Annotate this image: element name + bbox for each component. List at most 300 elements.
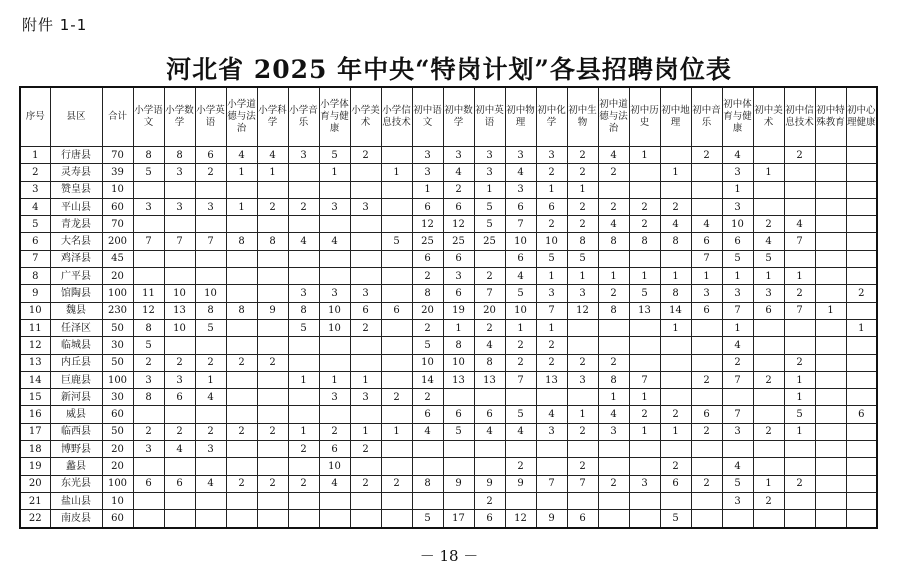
position-count-cell: 6 (691, 233, 722, 250)
recruitment-table-container (19, 86, 878, 529)
position-count-cell: 2 (288, 198, 319, 215)
position-count-cell (846, 250, 877, 267)
position-count-cell: 6 (195, 147, 226, 164)
position-count-cell: 7 (722, 302, 753, 319)
position-count-cell (226, 250, 257, 267)
position-count-cell (598, 337, 629, 354)
position-count-cell: 8 (629, 233, 660, 250)
position-count-cell: 20 (412, 302, 443, 319)
county-cell: 鸡泽县 (50, 250, 102, 267)
position-count-cell (815, 458, 846, 475)
position-count-cell: 3 (722, 285, 753, 302)
position-count-cell (815, 147, 846, 164)
position-count-cell: 1 (567, 268, 598, 285)
position-count-cell: 4 (412, 423, 443, 440)
position-count-cell (505, 389, 536, 406)
position-count-cell (815, 216, 846, 233)
column-header: 小学美术 (350, 87, 381, 147)
position-count-cell (691, 354, 722, 371)
position-count-cell: 5 (443, 423, 474, 440)
position-count-cell (815, 406, 846, 423)
position-count-cell (226, 492, 257, 509)
position-count-cell (381, 492, 412, 509)
position-count-cell (567, 389, 598, 406)
position-count-cell: 4 (474, 337, 505, 354)
county-cell: 南皮县 (50, 510, 102, 528)
position-count-cell: 2 (474, 492, 505, 509)
position-count-cell: 1 (784, 268, 815, 285)
position-count-cell (815, 510, 846, 528)
position-count-cell (691, 441, 722, 458)
position-count-cell (350, 164, 381, 181)
position-count-cell: 3 (164, 164, 195, 181)
row-index-cell: 22 (20, 510, 50, 528)
row-index-cell: 21 (20, 492, 50, 509)
column-header: 初中体育与健康 (722, 87, 753, 147)
position-count-cell: 3 (195, 198, 226, 215)
position-count-cell: 4 (722, 147, 753, 164)
position-count-cell: 9 (443, 475, 474, 492)
position-count-cell (846, 337, 877, 354)
table-row (20, 285, 877, 302)
row-index-cell: 11 (20, 319, 50, 336)
position-count-cell: 4 (319, 233, 350, 250)
position-count-cell: 4 (598, 147, 629, 164)
total-cell: 230 (102, 302, 133, 319)
position-count-cell: 10 (319, 458, 350, 475)
position-count-cell (629, 164, 660, 181)
position-count-cell: 8 (412, 285, 443, 302)
position-count-cell (629, 181, 660, 198)
position-count-cell (784, 181, 815, 198)
position-count-cell: 4 (195, 389, 226, 406)
position-count-cell (598, 441, 629, 458)
position-count-cell: 3 (350, 198, 381, 215)
position-count-cell (319, 268, 350, 285)
position-count-cell: 2 (784, 354, 815, 371)
position-count-cell: 13 (536, 371, 567, 388)
position-count-cell (257, 337, 288, 354)
position-count-cell: 8 (133, 389, 164, 406)
position-count-cell (443, 458, 474, 475)
position-count-cell: 3 (474, 164, 505, 181)
position-count-cell: 2 (753, 423, 784, 440)
position-count-cell: 3 (536, 285, 567, 302)
position-count-cell (164, 337, 195, 354)
position-count-cell (691, 389, 722, 406)
table-row (20, 475, 877, 492)
position-count-cell: 2 (350, 147, 381, 164)
position-count-cell (815, 250, 846, 267)
position-count-cell: 1 (722, 181, 753, 198)
total-cell: 50 (102, 354, 133, 371)
position-count-cell: 1 (660, 423, 691, 440)
position-count-cell: 2 (629, 198, 660, 215)
position-count-cell (815, 285, 846, 302)
position-count-cell (226, 337, 257, 354)
position-count-cell (381, 319, 412, 336)
column-header: 小学道德与法治 (226, 87, 257, 147)
position-count-cell (288, 354, 319, 371)
position-count-cell (815, 233, 846, 250)
table-row (20, 147, 877, 164)
position-count-cell (164, 250, 195, 267)
position-count-cell: 2 (474, 268, 505, 285)
position-count-cell (288, 268, 319, 285)
position-count-cell (815, 475, 846, 492)
position-count-cell (350, 354, 381, 371)
position-count-cell: 1 (660, 268, 691, 285)
position-count-cell (257, 406, 288, 423)
position-count-cell (381, 147, 412, 164)
position-count-cell (257, 510, 288, 528)
position-count-cell: 2 (691, 147, 722, 164)
county-cell: 广平县 (50, 268, 102, 285)
position-count-cell (288, 406, 319, 423)
position-count-cell: 4 (691, 216, 722, 233)
position-count-cell (195, 337, 226, 354)
row-index-cell: 7 (20, 250, 50, 267)
column-header: 小学体育与健康 (319, 87, 350, 147)
row-index-cell: 1 (20, 147, 50, 164)
position-count-cell (195, 216, 226, 233)
position-count-cell (133, 510, 164, 528)
position-count-cell: 7 (691, 250, 722, 267)
position-count-cell (753, 181, 784, 198)
position-count-cell: 2 (381, 389, 412, 406)
position-count-cell: 2 (257, 198, 288, 215)
position-count-cell: 10 (505, 233, 536, 250)
position-count-cell (784, 198, 815, 215)
position-count-cell (226, 510, 257, 528)
position-count-cell (753, 147, 784, 164)
table-row (20, 371, 877, 388)
position-count-cell (691, 181, 722, 198)
position-count-cell (350, 216, 381, 233)
position-count-cell (195, 268, 226, 285)
row-index-cell: 18 (20, 441, 50, 458)
position-count-cell (846, 268, 877, 285)
position-count-cell: 13 (443, 371, 474, 388)
position-count-cell: 2 (226, 354, 257, 371)
position-count-cell (598, 510, 629, 528)
position-count-cell: 1 (536, 319, 567, 336)
total-cell: 20 (102, 441, 133, 458)
position-count-cell (164, 181, 195, 198)
position-count-cell: 8 (474, 354, 505, 371)
position-count-cell (598, 181, 629, 198)
position-count-cell: 9 (474, 475, 505, 492)
position-count-cell (133, 250, 164, 267)
position-count-cell (257, 181, 288, 198)
column-header: 小学数学 (164, 87, 195, 147)
position-count-cell: 6 (412, 198, 443, 215)
position-count-cell: 1 (567, 181, 598, 198)
position-count-cell: 2 (412, 319, 443, 336)
position-count-cell: 1 (753, 268, 784, 285)
position-count-cell: 2 (350, 319, 381, 336)
position-count-cell: 2 (691, 423, 722, 440)
position-count-cell: 3 (288, 147, 319, 164)
table-row (20, 164, 877, 181)
position-count-cell (691, 492, 722, 509)
position-count-cell (257, 216, 288, 233)
position-count-cell: 2 (133, 354, 164, 371)
position-count-cell: 8 (598, 233, 629, 250)
position-count-cell (846, 302, 877, 319)
position-count-cell: 3 (722, 164, 753, 181)
position-count-cell (288, 458, 319, 475)
position-count-cell (319, 337, 350, 354)
position-count-cell (381, 216, 412, 233)
position-count-cell (753, 319, 784, 336)
position-count-cell: 2 (753, 216, 784, 233)
county-cell: 灵寿县 (50, 164, 102, 181)
position-count-cell (195, 250, 226, 267)
row-index-cell: 8 (20, 268, 50, 285)
position-count-cell: 7 (505, 216, 536, 233)
position-count-cell (164, 268, 195, 285)
position-count-cell: 2 (629, 216, 660, 233)
position-count-cell: 5 (381, 233, 412, 250)
row-index-cell: 9 (20, 285, 50, 302)
table-row (20, 216, 877, 233)
position-count-cell: 4 (474, 423, 505, 440)
table-row (20, 441, 877, 458)
position-count-cell: 5 (412, 510, 443, 528)
position-count-cell: 2 (474, 319, 505, 336)
position-count-cell: 5 (753, 250, 784, 267)
position-count-cell (319, 406, 350, 423)
position-count-cell (381, 371, 412, 388)
position-count-cell (846, 216, 877, 233)
position-count-cell (412, 458, 443, 475)
position-count-cell (443, 492, 474, 509)
column-header: 县区 (50, 87, 102, 147)
position-count-cell (381, 441, 412, 458)
position-count-cell (784, 441, 815, 458)
position-count-cell: 4 (505, 268, 536, 285)
position-count-cell: 1 (753, 475, 784, 492)
position-count-cell: 6 (350, 302, 381, 319)
position-count-cell (691, 510, 722, 528)
total-cell: 70 (102, 147, 133, 164)
total-cell: 20 (102, 268, 133, 285)
position-count-cell (784, 164, 815, 181)
position-count-cell (629, 354, 660, 371)
position-count-cell (257, 250, 288, 267)
position-count-cell: 2 (288, 475, 319, 492)
position-count-cell: 3 (474, 147, 505, 164)
position-count-cell: 2 (691, 371, 722, 388)
position-count-cell: 3 (319, 389, 350, 406)
position-count-cell (133, 406, 164, 423)
position-count-cell: 2 (567, 198, 598, 215)
position-count-cell (381, 285, 412, 302)
position-count-cell: 1 (319, 164, 350, 181)
county-cell: 青龙县 (50, 216, 102, 233)
position-count-cell: 3 (722, 423, 753, 440)
table-row (20, 233, 877, 250)
position-count-cell: 2 (257, 354, 288, 371)
position-count-cell: 6 (164, 389, 195, 406)
total-cell: 60 (102, 406, 133, 423)
position-count-cell: 2 (226, 475, 257, 492)
position-count-cell: 2 (319, 423, 350, 440)
position-count-cell: 5 (629, 285, 660, 302)
position-count-cell (660, 389, 691, 406)
position-count-cell (846, 510, 877, 528)
position-count-cell: 2 (443, 181, 474, 198)
position-count-cell: 3 (288, 285, 319, 302)
position-count-cell: 4 (164, 441, 195, 458)
position-count-cell: 6 (474, 510, 505, 528)
position-count-cell: 7 (784, 302, 815, 319)
position-count-cell (350, 337, 381, 354)
position-count-cell: 8 (567, 233, 598, 250)
position-count-cell: 5 (195, 319, 226, 336)
position-count-cell: 1 (195, 371, 226, 388)
position-count-cell (288, 510, 319, 528)
position-count-cell (846, 458, 877, 475)
position-count-cell: 2 (567, 354, 598, 371)
position-count-cell (691, 198, 722, 215)
position-count-cell: 1 (784, 371, 815, 388)
position-count-cell (536, 458, 567, 475)
position-count-cell (815, 337, 846, 354)
county-cell: 内丘县 (50, 354, 102, 371)
position-count-cell: 1 (784, 389, 815, 406)
position-count-cell: 1 (319, 371, 350, 388)
row-index-cell: 17 (20, 423, 50, 440)
position-count-cell (567, 319, 598, 336)
total-cell: 100 (102, 371, 133, 388)
total-cell: 45 (102, 250, 133, 267)
position-count-cell: 2 (567, 423, 598, 440)
total-cell: 20 (102, 458, 133, 475)
position-count-cell: 8 (660, 233, 691, 250)
row-index-cell: 20 (20, 475, 50, 492)
position-count-cell: 4 (660, 216, 691, 233)
position-count-cell (691, 319, 722, 336)
column-header: 小学语文 (133, 87, 164, 147)
column-header: 合计 (102, 87, 133, 147)
position-count-cell (288, 164, 319, 181)
table-row (20, 389, 877, 406)
position-count-cell: 1 (629, 268, 660, 285)
position-count-cell (381, 458, 412, 475)
position-count-cell (381, 268, 412, 285)
position-count-cell (815, 198, 846, 215)
position-count-cell: 2 (536, 337, 567, 354)
position-count-cell (784, 250, 815, 267)
position-count-cell: 7 (133, 233, 164, 250)
position-count-cell: 25 (474, 233, 505, 250)
position-count-cell: 8 (598, 302, 629, 319)
position-count-cell: 3 (133, 441, 164, 458)
position-count-cell: 10 (443, 354, 474, 371)
position-count-cell: 4 (195, 475, 226, 492)
position-count-cell (257, 389, 288, 406)
position-count-cell (350, 250, 381, 267)
position-count-cell (505, 441, 536, 458)
position-count-cell: 2 (257, 475, 288, 492)
position-count-cell (195, 181, 226, 198)
position-count-cell (164, 492, 195, 509)
position-count-cell: 3 (567, 371, 598, 388)
total-cell: 200 (102, 233, 133, 250)
position-count-cell (784, 510, 815, 528)
position-count-cell (536, 441, 567, 458)
position-count-cell: 8 (412, 475, 443, 492)
position-count-cell: 2 (536, 354, 567, 371)
total-cell: 100 (102, 285, 133, 302)
row-index-cell: 12 (20, 337, 50, 354)
position-count-cell (350, 268, 381, 285)
row-index-cell: 19 (20, 458, 50, 475)
position-count-cell (753, 337, 784, 354)
position-count-cell: 10 (164, 285, 195, 302)
position-count-cell: 8 (133, 319, 164, 336)
position-count-cell: 4 (722, 337, 753, 354)
position-count-cell: 14 (412, 371, 443, 388)
position-count-cell (846, 147, 877, 164)
row-index-cell: 4 (20, 198, 50, 215)
position-count-cell: 2 (753, 492, 784, 509)
table-row (20, 406, 877, 423)
position-count-cell (381, 250, 412, 267)
position-count-cell: 3 (722, 492, 753, 509)
position-count-cell: 2 (753, 371, 784, 388)
position-count-cell (567, 337, 598, 354)
table-row (20, 319, 877, 336)
table-row (20, 510, 877, 528)
table-body (20, 147, 877, 528)
position-count-cell (753, 441, 784, 458)
position-count-cell: 2 (784, 475, 815, 492)
position-count-cell (753, 198, 784, 215)
position-count-cell: 3 (133, 198, 164, 215)
position-count-cell: 14 (660, 302, 691, 319)
position-count-cell (598, 250, 629, 267)
position-count-cell: 7 (784, 233, 815, 250)
position-count-cell (753, 406, 784, 423)
position-count-cell (753, 354, 784, 371)
recruitment-table (19, 86, 878, 529)
row-index-cell: 16 (20, 406, 50, 423)
position-count-cell (226, 285, 257, 302)
position-count-cell (846, 354, 877, 371)
position-count-cell: 5 (288, 319, 319, 336)
county-cell: 平山县 (50, 198, 102, 215)
position-count-cell (629, 250, 660, 267)
position-count-cell (257, 371, 288, 388)
position-count-cell: 5 (505, 406, 536, 423)
position-count-cell: 3 (164, 371, 195, 388)
position-count-cell: 5 (474, 216, 505, 233)
row-index-cell: 5 (20, 216, 50, 233)
position-count-cell: 3 (350, 285, 381, 302)
position-count-cell: 5 (722, 250, 753, 267)
position-count-cell (133, 216, 164, 233)
position-count-cell: 5 (133, 164, 164, 181)
county-cell: 临城县 (50, 337, 102, 354)
position-count-cell: 3 (319, 198, 350, 215)
position-count-cell: 2 (660, 198, 691, 215)
position-count-cell: 10 (164, 319, 195, 336)
position-count-cell: 3 (598, 423, 629, 440)
position-count-cell: 10 (505, 302, 536, 319)
